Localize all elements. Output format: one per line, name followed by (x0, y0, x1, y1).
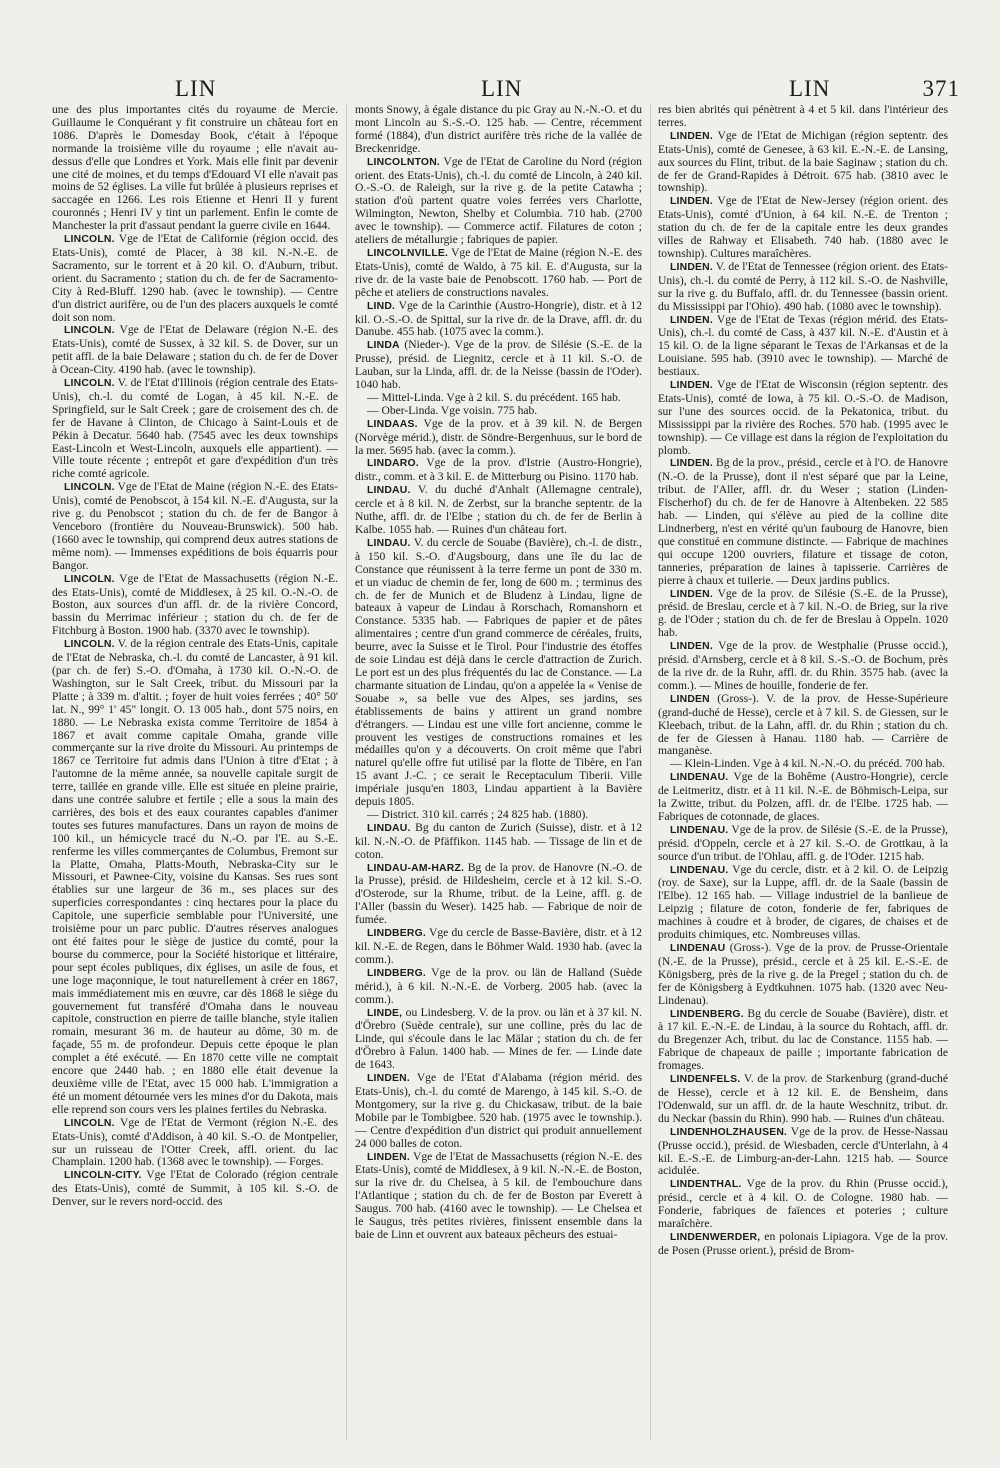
entry-text: Vge du cercle, distr. et à 2 kil. O. de Leipzig (roy. de Saxe), sur la Luppe, affl. dr. de la Saale (bassin de l'Elbe). 12 165 hab. — Village industriel de la banlieue de Leipzig ; filature de coton, fonderie de fer, fabriques de machines à coudre et à broder, de cigares, de chaises et de produits chimiques, etc. Nombreuses villas. (658, 862, 948, 942)
dictionary-entry (52, 638, 338, 1117)
entry-headword: LINDENAU (670, 943, 726, 954)
entry-text: Vge de la prov. ou län de Halland (Suède mérid.), à 6 kil. N.-N.-E. de Vorberg. 2005 hab. (avec la comm.). (355, 965, 642, 1006)
entry-headword: LINCOLNVILLE. (367, 247, 449, 259)
dictionary-entry (52, 233, 338, 324)
entry-headword: LINDENWERDER, (670, 1231, 761, 1243)
dictionary-entry (52, 324, 338, 377)
entry-headword: LINDAU-AM-HARZ. (367, 862, 465, 874)
dictionary-entry (658, 457, 948, 587)
entry-text: Bg de la prov., présid., cercle et à l'O. de Hanovre (N.-O. de la Prusse), dont il n'est séparé que par la Leine, tribut. de l'Aller, affl. dr. du Weser ; station (Linden-Fischerhof) du ch. de fer de Hanovre à Altenbeken. 22 585 hab. — Linden, qui s'élève au pied de la colline dite Lindnerberg, n'est en vérité qu'un faubourg de Hanovre, bien que constitué en commune distincte. — Fabrique de machines qui occupe 1200 ouvriers, filature et tissage de coton, tanneries, préparation de laines à tapisserie. Carrières de pierre à chaux et tuilerie. — Deux jardins publics. (658, 456, 948, 587)
entry-text: Bg du cercle de Souabe (Bavière), distr. et à 17 kil. E.-N.-E. de Lindau, à la source du Rohtach, affl. dr. du Bregenzer Ach, tribut. du lac de Constance. 1155 hab. — Fabrique de chapeaux de paille ; importante fabrication de fromages. (658, 1006, 948, 1073)
text-column-2 (355, 104, 642, 1444)
entry-text: V. de la région centrale des Etats-Unis, capitale de l'Etat de Nebraska, ch.-l. du comté de Lancaster, à 91 kil. (par ch. de fer) S.-O. d'Omaha, à 1730 kil. O.-N.-O. de Washington, sur le Salt Creek, tribut. du Missouri par la Platte ; à 339 m. d'altit. ; foyer de huit voies ferrées ; 40° 50' lat. N., 99° 1' 45" longit. O. 13 005 hab., dont 575 noirs, en 1880. — Le Nebraska exista comme Territoire de 1854 à 1867 et avait comme capitale Omaha, grande ville commerçante sur la rive droite du Missouri. Au printemps de 1867 ce Territoire fut admis dans l'Union à titre d'Etat ; à l'automne de la même année, sa nouvelle capitale surgit de terre, taillée en grande ville. Elle est située en pleine prairie, dans une contrée salubre et fertile ; elle a sous la main des carrières, des bois et des eaux courantes capables d'animer toutes ses futures manufactures. Dans un rayon de moins de 100 kil., un hémicycle tracé du N.-O. par l'E. au S.-E. renferme les villes commerçantes de Columbus, Fremont sur la Platte, Omaha, Platts-Mouth, Nebraska-City sur le Missouri, et Pawnee-City, voisine du Kansas. Ses rues sont établies sur une largeur de 36 m., ses places sur des superficies correspondantes : cinq hectares pour la place du Capitole, une superficie semblable pour l'Université, une troisième pour un parc public. D'autres réserves analogues ont été faites pour le siège de justice du comté, pour la bourse du commerce, pour la Société historique et littéraire, pour sept écoles publiques, dix églises, un asile de fous, et une loge maçonnique, le tout naturellement à créer en 1867, mais immédiatement mis en œuvre, car dès 1868 le siège du gouvernement fut transféré d'Omaha dans le nouveau capitole, construction en pierre de taille blanche, style italien romain, mesurant 36 m. de hauteur au dôme, 30 m. de façade, 55 m. de profondeur. Depuis cette époque le plan complet a été exécuté. — En 1870 cette ville ne comptait encore que 2440 hab. ; en 1880 elle était devenue la deuxième ville de l'Etat, avec 15 000 hab. L'immigration a été un moment détournée vers les mines d'or du Dakota, mais elle reprend son cours vers les plaines fertiles du Nebraska. (52, 637, 338, 1116)
entry-headword: LINDENAU. (670, 772, 729, 784)
dictionary-entry (52, 1169, 338, 1209)
entry-text: Vge de la prov. du Rhin (Prusse occid.), présid., cercle et à 4 kil. O. de Cologne. 1980 hab. — Fonderie, fabriques de faïences et poteries ; culture maraîchère. (658, 1177, 948, 1231)
entry-text: (Nieder-). Vge de la prov. de Silésie (S.-E. de la Prusse), présid. de Liegnitz, cercle et à 11 kil. S.-O. de Lauban, sur la Linda, affl. dr. de la Neisse (bassin de l'Oder). 1040 hab. (355, 338, 642, 392)
entry-text: V. du cercle de Souabe (Bavière), ch.-l. de distr., à 150 kil. S.-O. d'Augsbourg, dans une île du lac de Constance que réunissent à la terre ferme un pont de 330 m. et un viaduc de chemin de fer, long de 600 m. ; terminus des ch. de fer de Munich et de Bludenz à Lindau, ligne de bateaux à vapeur de Lindau à Rorschach, Romanshorn et Constance. 5335 hab. — Fabriques de papier et de pâtes alimentaires ; centre d'un grand commerce de céréales, fruits, beurre, avec la Suisse et le Tirol. Pour l'industrie des étoffes de soie Lindau est déjà dans le cercle d'attraction de Zurich. Le port est un des plus fréquentés du lac de Constance. — La charmante situation de Lindau, qu'on a appelée la « Venise de Souabe », sa belle vue des Alpes, ses jardins, ses établissements de bains y attirent un grand nombre d'étrangers. — Lindau est une ville fort ancienne, comme le prouvent les vestiges de constructions romaines et les médailles qu'on y a découverts. On croit même que l'abri naturel qu'elle offre fut utilisé par la flotte de Tibère, en l'an 15 avant J.-C. ; ce serait le Receptaculum Tiberii. Ville impériale jusqu'en 1803, Lindau appartient à la Bavière depuis 1805. (355, 535, 642, 809)
entry-headword: LINDEN. (670, 130, 713, 142)
dictionary-entry (658, 379, 948, 457)
dictionary-entry (52, 481, 338, 572)
running-head-left: LIN (175, 76, 217, 101)
entry-text: Vge de l'Etat de Caroline du Nord (région orient. des Etats-Unis), ch.-l. du comté de Lincoln, à 240 kil. O.-S.-O. de Raleigh, sur la rive g. de la petite Catawha ; station d'où partent quatre voies ferrées vers Charlotte, Wilmington, Newton, Shelby et Columbia. 710 hab. (2700 avec le township). — Commerce actif. Filatures de coton ; ateliers de métallurgie ; fabriques de papier. (355, 154, 642, 247)
dictionary-entry (355, 1151, 642, 1242)
entry-headword: LINDENFELS. (670, 1074, 741, 1086)
entry-headword: LINDEN. (670, 588, 713, 600)
dictionary-entry (355, 156, 642, 247)
entry-text: — Ober-Linda. Vge voisin. 775 hab. (367, 403, 538, 417)
entry-text: Vge de l'Etat de Vermont (région N.-E. des Etats-Unis), comté d'Addison, à 40 kil. S.-O. de Montpelier, sur un ruisseau de l'Otter Creek, affl. orient. du lac Champlain. 1200 hab. (1368 avec le township). — Forges. (52, 1115, 338, 1169)
entry-text: Vge de l'Etat de Wisconsin (région septentr. des Etats-Unis), comté de Iowa, à 75 kil. O.-S.-O. de Madison, sur l'une des sources occid. de la Pekatonica, tribut. du Mississippi par la rivière des Roches. 570 hab. (1995 avec le township). — Ce village est dans la région de l'exploitation du plomb. (658, 378, 948, 457)
dictionary-entry (658, 640, 948, 693)
entry-headword: LINCOLN. (64, 639, 115, 651)
dictionary-entry (355, 862, 642, 928)
entry-text: Vge de la prov. de Silésie (S.-E. de la Prusse), présid. de Breslau, cercle et à 7 kil. N.-O. de Brieg, sur la rive g. de l'Oder ; station du ch. de fer de Breslau à Oppeln. 1020 hab. (658, 586, 948, 640)
dictionary-entry (658, 942, 948, 1008)
entry-headword: LINDAU. (367, 822, 411, 834)
entry-text: en polonais Lipiagora. Vge de la prov. de Posen (Prusse orient.), présid de Brom- (658, 1229, 948, 1257)
entry-headword: LINDEN. (670, 458, 713, 470)
entry-text: Vge de l'Etat de New-Jersey (région orient. des Etats-Unis), comté d'Union, à 64 kil. N.-E. de Trenton ; station du ch. de fer de la capitale entre les deux grandes villes de Rahway et Elisabeth. 740 hab. (1880 avec le township). Cultures maraîchères. (658, 194, 948, 260)
dictionary-entry (658, 588, 948, 641)
dictionary-entry (658, 1178, 948, 1231)
dictionary-entry (658, 1231, 948, 1258)
running-head-center: LIN (481, 76, 523, 101)
entry-text: — Mittel-Linda. Vge à 2 kil. S. du précédent. 165 hab. (367, 390, 621, 404)
dictionary-entry (658, 864, 948, 942)
entry-text: V. de l'Etat de Tennessee (région orient. des Etats-Unis), ch.-l. du comté de Perry, à 112 kil. S.-O. de Nashville, sur la rive g. du Buffalo, affl. dr. du Tennessee (bassin orient. du Mississippi par l'Ohio). 490 hab. (1080 avec le township). (658, 259, 948, 313)
dictionary-entry (355, 1072, 642, 1150)
dictionary-entry (355, 104, 642, 156)
entry-text: V. du duché d'Anhalt (Allemagne centrale), cercle et à 8 kil. N. de Zerbst, sur la branche septentr. de la Nuthe, affl. dr. de l'Elbe ; station du ch. de fer de Berlin à Kalbe. 1055 hab. — Ruines d'un château fort. (355, 483, 642, 536)
entry-text: Vge de l'Etat de Texas (région mérid. des Etats-Unis), ch.-l. du comté de Cass, à 437 kil. N.-E. d'Austin et à 15 kil. O. de la ligne séparant le Texas de l'Arkansas et de la Louisiane. 595 hab. (3910 avec le township). — Marché de bestiaux. (658, 312, 948, 379)
entry-text: Vge de l'Etat d'Alabama (région mérid. des Etats-Unis), ch.-l. du comté de Marengo, à 145 kil. S.-O. de Montgomery, sur la rive g. du Chickasaw, tribut. de la baie Mobile par le Tombigbee. 520 hab. (1975 avec le township.). — Centre d'expédition d'un district qui produit annuellement 24 000 balles de coton. (355, 1071, 642, 1150)
entry-text: — District. 310 kil. carrés ; 24 825 hab. (1880). (367, 807, 589, 821)
dictionary-entry (355, 300, 642, 340)
entry-headword: LINDEN. (367, 1151, 410, 1163)
entry-headword: LINDENAU. (670, 864, 729, 876)
dictionary-entry (52, 377, 338, 481)
entry-text: Vge de l'Etat de Maine (région N.-E. des Etats-Unis), comté de Penobscot, à 154 kil. N.-E. d'Augusta, sur la rive g. du Penobscot ; station du ch. de fer de Bangor à Venceboro (frontière du Nouveau-Brunswick). 500 hab. (1660 avec le township, qui comprend deux autres stations de même nom). — Immenses expéditions de bois équarris pour Bangor. (52, 480, 338, 572)
dictionary-entry (52, 1117, 338, 1170)
entry-headword: LINDEN (670, 693, 710, 705)
entry-headword: LINDAAS. (367, 418, 418, 430)
dictionary-entry (355, 967, 642, 1007)
entry-headword: LINDARO. (367, 458, 419, 470)
dictionary-entry (658, 1126, 948, 1179)
entry-text: Vge l'Etat de Colorado (région centrale des Etats-Unis), comté de Summit, à 105 kil. S.-O. de Denver, sur le revers nord-occid. des (52, 1168, 338, 1209)
entry-text: Vge de la prov. d'Istrie (Austro-Hongrie), distr., comm. et à 3 kil. E. de Mitterburg ou Pisino. 1170 hab. (355, 456, 642, 484)
entry-text: Vge de l'Etat de Massachusetts (région N.-E. des Etats-Unis), comté de Middlesex, à 9 kil. N.-N.-E. de Boston, sur la rive dr. du Chelsea, à 5 kil. de l'embouchure dans l'Atlantique ; station du ch. de fer de Boston par Everett à Saugus. 700 hab. (4160 avec le township). — Le Chelsea et le Saugus, très petites rivières, finissent ensemble dans la baie de Linn et ouvrent aux bateaux pêcheurs des estuai- (355, 1149, 642, 1241)
entry-text: Vge de l'Etat de Massachusetts (région N.-E. des Etats-Unis), comté de Middlesex, à 25 kil. O.-N.-O. de Boston, aux sources d'un affl. dr. de la rivière Concord, bassin du Merrimac inférieur ; station du ch. de fer de Fitchburg à Boston. 1900 hab. (3370 avec le township). (52, 571, 338, 638)
entry-text: Vge de l'Etat de Maine (région N.-E. des Etats-Unis), comté de Waldo, à 75 kil. E. d'Augusta, sur la rive dr. de la vaste baie de Penobscott. 1760 hab. — Port de pêche et ateliers de constructions navales. (355, 245, 642, 299)
entry-text: Vge de la prov. de Hesse-Nassau (Prusse occid.), présid. de Wiesbaden, cercle d'Unterlahn, à 4 kil. E.-S.-E. de Limburg-an-der-Lahn. 1215 hab. — Source acidulée. (658, 1124, 948, 1178)
dictionary-entry (658, 693, 948, 759)
dictionary-entry (658, 104, 948, 130)
entry-headword: LINDEN. (670, 196, 713, 208)
entry-headword: LINDAU. (367, 537, 411, 549)
dictionary-entry (355, 537, 642, 809)
entry-headword: LINDEN. (367, 1073, 410, 1085)
dictionary-entry (52, 573, 338, 639)
entry-headword: LINDEN. (670, 261, 713, 273)
entry-headword: LINCOLN. (64, 573, 115, 585)
entry-text: Vge de la prov. de Westphalie (Prusse occid.), présid. d'Arnsberg, cercle et à 8 kil. S.-S.-O. de Bochum, près de la rive dr. de la Ruhr, affl. dr. du Rhin. 3575 hab. (avec la comm.). — Mines de houille, fonderie de fer. (658, 639, 948, 692)
entry-headword: LINDEN. (670, 641, 713, 653)
dictionary-entry (355, 822, 642, 862)
dictionary-entry (658, 314, 948, 380)
dictionary-entry (658, 130, 948, 196)
entry-text: res bien abrités qui pénètrent à 4 et 5 kil. dans l'intérieur des terres. (658, 104, 948, 129)
entry-text: Vge de l'Etat de Californie (région occid. des Etats-Unis), comté de Placer, à 38 kil. N.-N.-E. de Sacramento, sur le torrent et à 20 kil. O. d'Auburn, tribut. orient. du Sacramento ; station du ch. de fer de Sacramento-City à Red-Bluff. 1290 hab. (avec le township). — Centre d'un district aurifère, ou de l'un des placers auxquels le comté doit son nom. (52, 232, 338, 324)
dictionary-entry (658, 195, 948, 261)
running-head-right: LIN (789, 76, 831, 101)
entry-text: Vge de la Carinthie (Austro-Hongrie), distr. et à 12 kil. O.-S.-O. de Spittal, sur la rive dr. de la Drave, affl. dr. du Danube. 455 hab. (1075 avec la comm.). (355, 298, 642, 339)
entry-headword: LINDEN. (670, 314, 713, 326)
entry-headword: LINDAU. (367, 485, 411, 497)
dictionary-entry (355, 927, 642, 967)
page-number: 371 (922, 76, 960, 101)
entry-headword: LINDBERG. (367, 928, 426, 940)
dictionary-entry (658, 771, 948, 824)
entry-headword: LIND. (367, 300, 396, 312)
entry-headword: LINDENTHAL. (670, 1179, 742, 1191)
entry-text: monts Snowy, à égale distance du pic Gray au N.-N.-O. et du mont Lincoln au S.-S.-O. 125 hab. — Centre, récemment formé (1884), d'un district aurifère très riche de la vallée de Breckenridge. (355, 104, 642, 155)
text-column-1 (52, 104, 338, 1444)
dictionary-entry (658, 1073, 948, 1126)
dictionary-entry (52, 104, 338, 233)
entry-text: V. de l'Etat d'Illinois (région centrale des Etats-Unis), ch.-l. du comté de Logan, à 45 kil. N.-E. de Springfield, sur le Salt Creek ; gare de croisement des ch. de fer de Havane à Clinton, de Chicago à Saint-Louis et de Pékin à Decatur. 5640 hab. (7545 avec les deux townships East-Lincoln et West-Lincoln, auxquels elle appartient). — Ville toute récente ; entrepôt et gare d'expédition d'un très riche comté agricole. (52, 376, 338, 481)
entry-headword: LINDBERG. (367, 967, 426, 979)
entry-headword: LINDENHOLZHAUSEN. (670, 1126, 788, 1138)
entry-text: V. de la prov. de Starkenburg (grand-duché de Hesse), cercle et à 12 kil. E. de Bensheim, dans l'Odenwald, sur un affl. dr. de la haute Weschnitz, tribut. dr. du Neckar (bassin du Rhin). 990 hab. — Ruines d'un château. (658, 1072, 948, 1125)
entry-text: Vge de l'Etat de Delaware (région N.-E. des Etats-Unis), comté de Sussex, à 32 kil. S. de Dover, sur un petit affl. de la baie Delaware ; station du ch. de fer de Dover à Ocean-City. 4190 hab. (avec le township). (52, 323, 338, 377)
entry-text: Bg du canton de Zurich (Suisse), distr. et à 12 kil. N.-N.-O. de Pfäffikon. 1145 hab. — Tissage de lin et de coton. (355, 820, 642, 861)
running-head (0, 76, 1000, 106)
dictionary-entry (658, 824, 948, 864)
entry-headword: LINDEN. (670, 380, 713, 392)
entry-text: ou Lindesberg. V. de la prov. ou län et à 37 kil. N. d'Örebro (Suède centrale), sur une colline, près du lac de Linde, qui s'écoule dans le lac Mälar ; station du ch. de fer d'Örebro à Falun. 1400 hab. — Mines de fer. — Linde date de 1643. (355, 1005, 642, 1072)
dictionary-entry (355, 1007, 642, 1073)
column-divider (346, 104, 347, 1440)
column-divider (650, 104, 651, 1440)
entry-headword: LINCOLN. (64, 325, 115, 337)
entry-text: Vge de la prov. et à 39 kil. N. de Bergen (Norvège mérid.), distr. de Söndre-Bergenhuus, sur le bord de la mer. 5695 hab. (avec la comm.). (355, 416, 642, 457)
entry-headword: LINCOLN. (64, 234, 115, 246)
dictionary-entry (355, 247, 642, 300)
dictionary-entry (355, 418, 642, 458)
entry-headword: LINDA (367, 340, 400, 352)
entry-text: Vge de la Bohême (Austro-Hongrie), cercle de Leitmeritz, distr. et à 11 kil. N.-E. de Böhmisch-Leipa, sur la Zwitte, tribut. du Polzen, affl. dr. de l'Elbe. 1725 hab. — Fabriques de cotonnade, de glaces. (658, 770, 948, 823)
entry-headword: LINCOLN-CITY. (64, 1170, 142, 1182)
dictionary-entry (355, 457, 642, 484)
entry-text: Bg de la prov. de Hanovre (N.-O. de la Prusse), présid. de Hildesheim, cercle et à 12 kil. S.-O. d'Osterode, sur la Rhume, tribut. de la Leine, affl. g. de l'Aller (bassin du Weser). 1425 hab. — Fabrique de noir de fumée. (355, 860, 642, 927)
entry-text: Vge de l'Etat de Michigan (région septentr. des Etats-Unis), comté de Genesee, à 63 kil. E.-N.-E. de Lansing, aux sources du Flint, tribut. de la baie Saginaw ; station du ch. de fer de Grand-Rapides à Détroit. 675 hab. (3810 avec le township). (658, 128, 948, 195)
entry-headword: LINCOLNTON. (367, 156, 441, 168)
entry-headword: LINDE, (367, 1007, 403, 1019)
entry-headword: LINCOLN. (64, 378, 115, 390)
dictionary-entry (658, 261, 948, 314)
entry-text: (Gross-). V. de la prov. de Hesse-Supérieure (grand-duché de Hesse), cercle et à 7 kil. S. de Giessen, sur le Kleebach, tribut. de la Lahn, affl. dr. du Rhin ; station du ch. de fer de Giessen à Hanau. 1180 hab. — Carrière de manganèse. (658, 691, 948, 758)
entry-text: une des plus importantes cités du royaume de Mercie. Guillaume le Conquérant y fit construire un château fort en 1086. D'après le Domesday Book, c'était à l'époque normande la troisième ville du royaume ; elle n'avait au-dessus d'elle que Londres et York. Mais elle finit par devenir une cité de moines, et du temps d'Edouard VI elle n'avait pas moins de 52 églises. La ville fut brûlée à plusieurs reprises et saccagée en 1266. Les rois Etienne et Henri II y furent couronnés ; Henri IV y tint un parlement. Enfin le comte de Manchester la prit d'assaut pendant la guerre civile en 1644. (52, 104, 338, 233)
entry-text: Vge du cercle de Basse-Bavière, distr. et à 12 kil. N.-E. de Regen, dans le Böhmer Wald. 1930 hab. (avec la comm.). (355, 926, 642, 966)
entry-text: — Klein-Linden. Vge à 4 kil. N.-N.-O. du précéd. 700 hab. (670, 757, 946, 771)
dictionary-entry (355, 339, 642, 392)
text-column-3 (658, 104, 948, 1444)
entry-text: (Gross-). Vge de la prov. de Prusse-Orientale (N.-E. de la Prusse), présid., cercle et à 25 kil. E.-S.-E. de Königsberg, près de la rive g. de la Pregel ; station du ch. de fer de Königsberg à Eydtkuhnen. 1075 hab. (1320 avec Neu-Lindenau). (658, 941, 948, 1007)
dictionary-entry (355, 484, 642, 537)
entry-headword: LINCOLN. (64, 1117, 115, 1129)
entry-headword: LINCOLN. (64, 482, 115, 494)
entry-headword: LINDENAU. (670, 824, 729, 836)
entry-text: Vge de la prov. de Silésie (S.-E. de la Prusse), présid. d'Oppeln, cercle et à 27 kil. S.-O. de Grottkau, à la source d'un tribut. de l'Ohlau, affl. g. de l'Oder. 1215 hab. (658, 822, 948, 863)
entry-headword: LINDENBERG. (670, 1008, 744, 1020)
dictionary-entry (658, 1008, 948, 1074)
